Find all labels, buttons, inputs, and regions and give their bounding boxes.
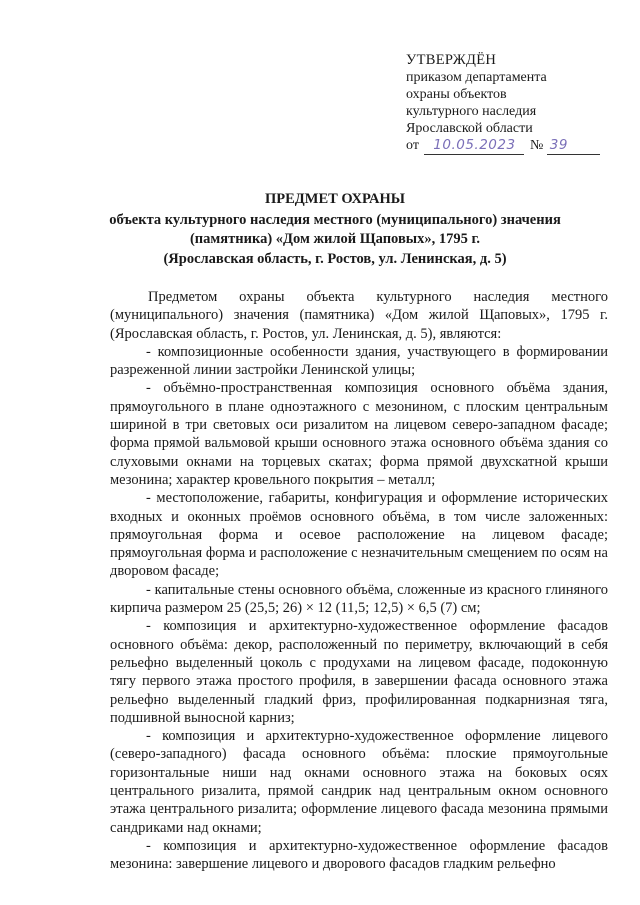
list-item: - композиционные особенности здания, участвующего в формировании разреженной линии застройки Ленинской улицы; [110,343,608,379]
title-subline: (Ярославская область, г. Ростов, ул. Ленинская, д. 5) [163,250,507,267]
list-item: - местоположение, габариты, конфигурация и оформление исторических входных и оконных проёмов основного объёма, в том числе заложенных: прямоугольная форма и осевое расположение на лицевом фасаде; прямоугольная форма и расположение с незначительным смещением по осям на дворовом фасаде; [110,490,608,580]
approval-line: культурного наследия [406,104,537,119]
list-item: - объёмно-пространственная композиция основного объёма здания, прямоугольного в плане одноэтажного с мезонином, с плоским центральным шириной в три световых оси ризалитом на лицевом северо-западном фасаде; форма прямой вальмовой крыши основного этажа основного объёма здания со слуховыми окнами на торцевых скатах; форма прямой двухскатной крыши мезонина; характер кровельного покрытия – металл; [110,380,608,488]
title-main: ПРЕДМЕТ ОХРАНЫ [264,191,406,207]
date-prefix: от [406,138,419,153]
handwritten-date: 10.05.2023 [424,137,524,155]
approval-stamp [406,52,600,155]
list-item: - капитальные стены основного объёма, сложенные из красного глиняного кирпича размером 25 (25,5; 26) × 12 (11,5; 12,5) × 6,5 (7) см; [110,581,608,617]
number-prefix: № [529,138,544,153]
handwritten-number: 39 [547,137,600,155]
intro-paragraph: Предметом охраны объекта культурного наследия местного (муниципального) значения (памятника) «Дом жилой Щаповых», 1795 г. (Ярославская область, г. Ростов, ул. Ленинская, д. 5), являются: [110,289,608,342]
approval-date-row [406,137,600,155]
document-body [110,288,608,874]
list-item: - композиция и архитектурно-художественное оформление лицевого (северо-западного) фасада основного объёма: плоские прямоугольные горизонтальные ниши над окнами основного этажа на боковых осях центрального ризалита, прямой сандрик над центральным окном основного этажа центрального ризалита; оформление лицевого фасада мезонина прямыми сандриками над окнами; [110,728,608,836]
document-title [100,190,570,269]
list-item: - композиция и архитектурно-художественное оформление фасадов основного объёма: декор, расположенный по периметру, включающий в себя рельефно выделенный цоколь с продухами на лицевом фасаде, подоконную тягу первого этажа простого профиля, в завершении фасада основного этажа рельефно выделенный гладкий фриз, профилированная подкарнизная тяга, подшивной выносной карниз; [110,618,608,726]
title-subline: объекта культурного наследия местного (муниципального) значения [109,211,561,228]
approval-line: охраны объектов [406,87,507,102]
list-item: - композиция и архитектурно-художественное оформление фасадов мезонина: завершение лицевого и дворового фасадов гладким рельефно [110,837,608,873]
approval-line: Ярославской области [406,121,533,136]
approval-line: приказом департамента [406,70,547,85]
approval-heading: УТВЕРЖДЁН [406,52,497,68]
title-subline: (памятника) «Дом жилой Щаповых», 1795 г. [189,231,481,247]
